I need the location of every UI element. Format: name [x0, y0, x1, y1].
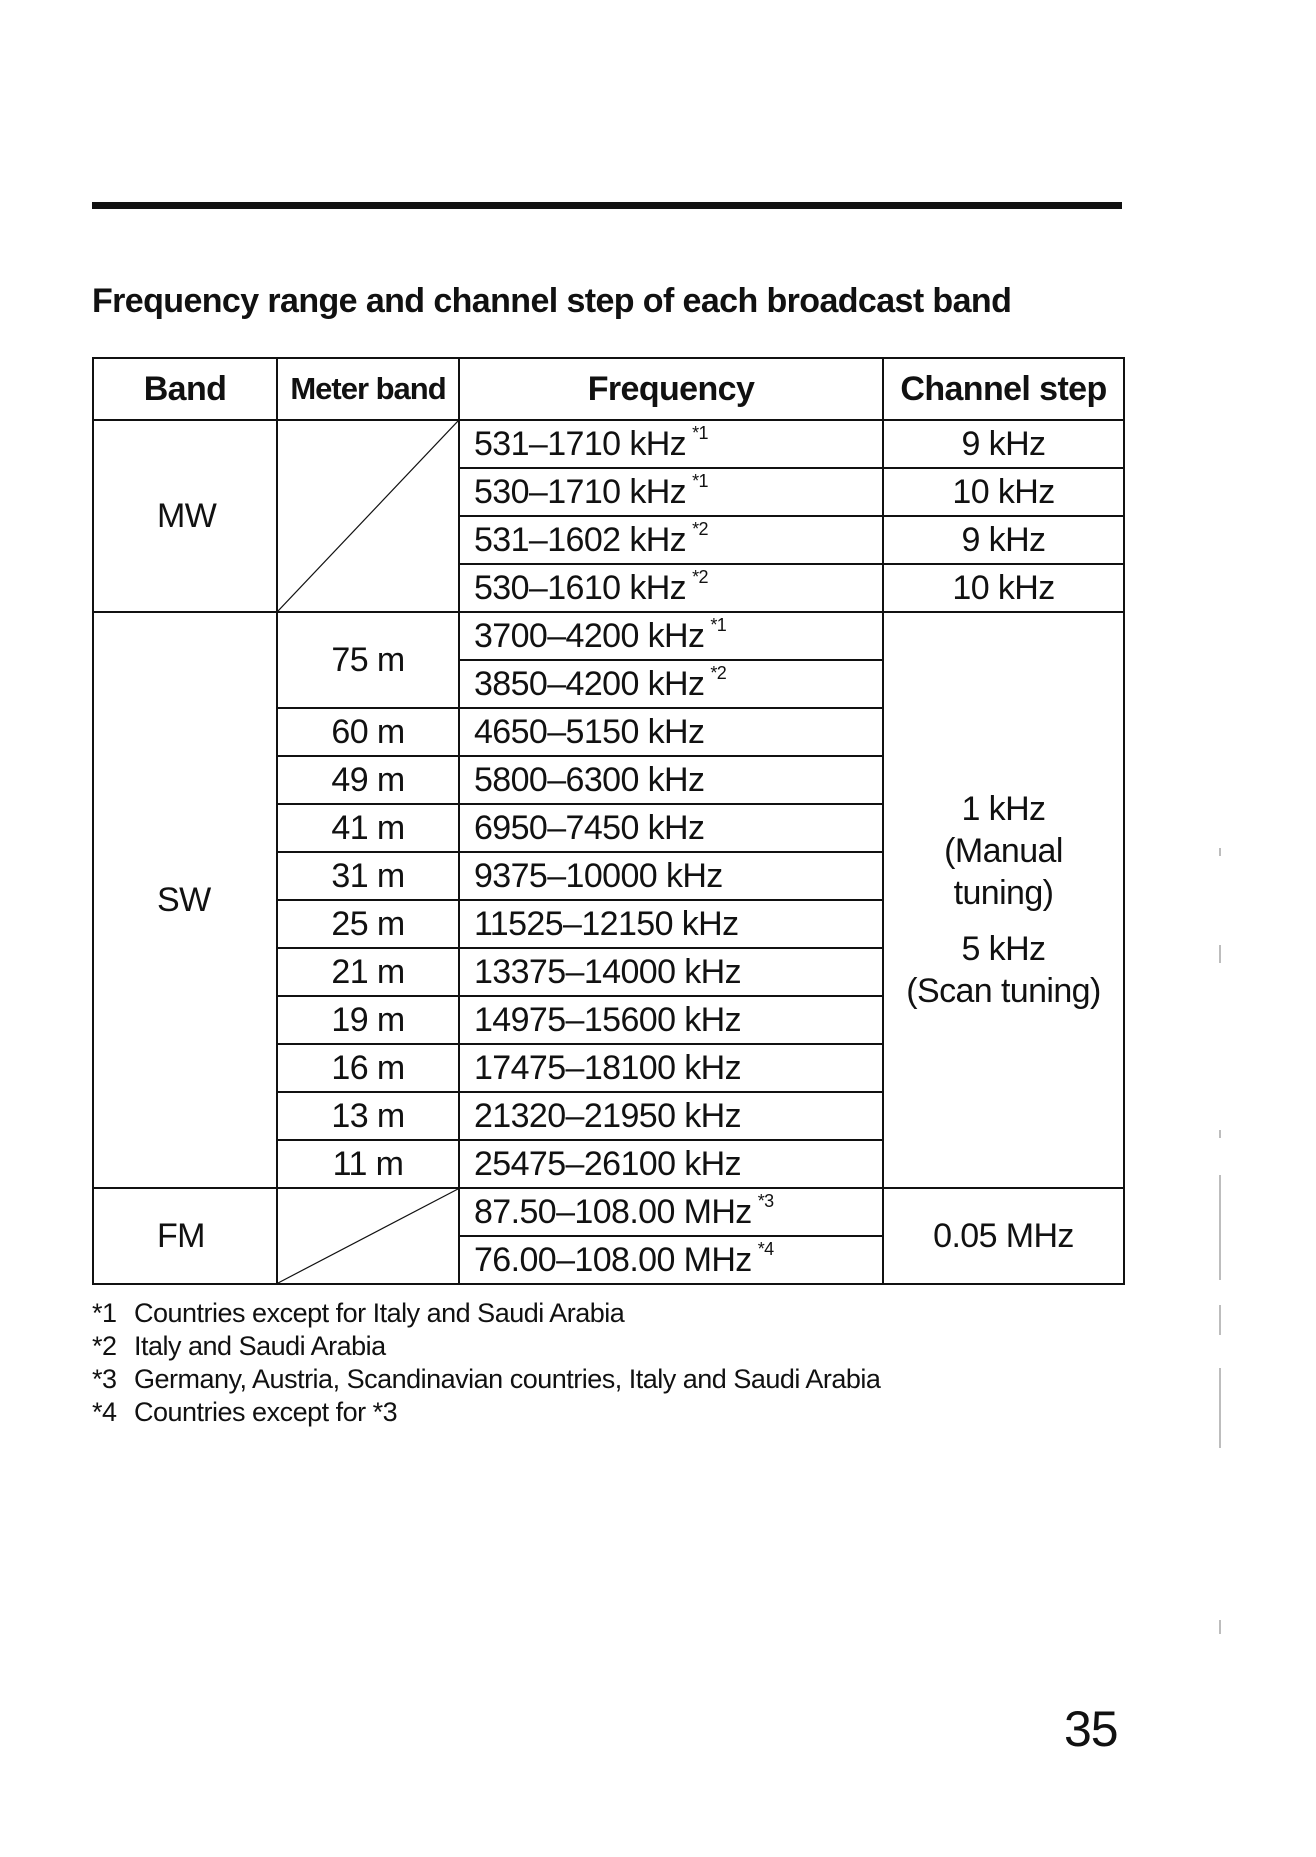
meter-band-not-applicable-mw: [277, 420, 459, 612]
diagonal-slash: [278, 1189, 458, 1283]
footnote-mark: *1: [92, 1298, 117, 1328]
frequency-cell: 76.00–108.00 MHz $^{*4}$: [459, 1236, 883, 1284]
step-scan-label: (Scan tuning): [906, 972, 1101, 1010]
meter-band-cell: 31 m: [277, 852, 459, 900]
meter-band-cell: 49 m: [277, 756, 459, 804]
footnote-text: Italy and Saudi Arabia: [134, 1331, 386, 1361]
table-row: [93, 612, 1124, 660]
footnote-text: Countries except for Italy and Saudi Arabia: [134, 1298, 625, 1328]
page-number: 35: [1064, 1701, 1118, 1757]
band-fm: FM: [93, 1188, 277, 1284]
header-meter-band: Meter band: [277, 358, 459, 420]
meter-band-cell: 19 m: [277, 996, 459, 1044]
footnote-mark: *3: [92, 1364, 117, 1394]
frequency-cell: 87.50–108.00 MHz $^{*3}$: [459, 1188, 883, 1236]
frequency-cell: 6950–7450 kHz: [459, 804, 883, 852]
scan-artifact: [1219, 1368, 1221, 1448]
frequency-cell: 530–1610 kHz $^{*2}$: [459, 564, 883, 612]
channel-step-cell: 9 kHz: [883, 516, 1124, 564]
frequency-cell: 14975–15600 kHz: [459, 996, 883, 1044]
frequency-cell: 530–1710 kHz $^{*1}$: [459, 468, 883, 516]
footnote-mark: *2: [92, 1331, 117, 1361]
meter-band-cell: 60 m: [277, 708, 459, 756]
step-manual-label-line2: tuning): [953, 874, 1054, 912]
footnote-text: Germany, Austria, Scandinavian countries, Italy and Saudi Arabia: [134, 1364, 881, 1394]
channel-step-cell: 10 kHz: [883, 468, 1124, 516]
band-mw: MW: [93, 420, 277, 612]
footnote: [92, 1297, 880, 1330]
scan-artifact: [1219, 1305, 1221, 1335]
frequency-cell: 5800–6300 kHz: [459, 756, 883, 804]
scan-artifact: [1219, 848, 1221, 856]
meter-band-not-applicable-fm: [277, 1188, 459, 1284]
footnotes: [92, 1297, 880, 1429]
step-scan-value: 5 kHz: [961, 930, 1046, 968]
footnote-text: Countries except for *3: [134, 1397, 398, 1427]
meter-band-cell: 75 m: [277, 612, 459, 708]
frequency-cell: 531–1710 kHz $^{*1}$: [459, 420, 883, 468]
table-row: [93, 420, 1124, 468]
footnote: [92, 1363, 880, 1396]
scan-artifact: [1219, 945, 1221, 963]
diagonal-slash: [278, 421, 458, 611]
footnote: [92, 1396, 880, 1429]
top-rule: [92, 202, 1122, 209]
channel-step-fm: 0.05 MHz: [883, 1188, 1124, 1284]
frequency-cell: 3700–4200 kHz $^{*1}$: [459, 612, 883, 660]
meter-band-cell: 25 m: [277, 900, 459, 948]
meter-band-cell: 11 m: [277, 1140, 459, 1188]
frequency-cell: 3850–4200 kHz $^{*2}$: [459, 660, 883, 708]
frequency-cell: 25475–26100 kHz: [459, 1140, 883, 1188]
frequency-cell: 17475–18100 kHz: [459, 1044, 883, 1092]
frequency-cell: 13375–14000 kHz: [459, 948, 883, 996]
header-band: Band: [93, 358, 277, 420]
frequency-cell: 21320–21950 kHz: [459, 1092, 883, 1140]
scan-artifact: [1219, 1175, 1221, 1280]
table-header-row: [93, 358, 1124, 420]
header-channel-step: Channel step: [883, 358, 1124, 420]
frequency-cell: 9375–10000 kHz: [459, 852, 883, 900]
step-manual-label-line1: (Manual: [944, 832, 1063, 870]
frequency-cell: 4650–5150 kHz: [459, 708, 883, 756]
channel-step-cell: 10 kHz: [883, 564, 1124, 612]
scan-artifact: [1219, 1620, 1221, 1634]
frequency-table: [92, 357, 1125, 1285]
scan-artifact: [1219, 1130, 1221, 1138]
page-heading: Frequency range and channel step of each broadcast band: [92, 282, 1012, 320]
footnote-mark: *4: [92, 1397, 117, 1427]
frequency-cell: 11525–12150 kHz: [459, 900, 883, 948]
step-manual-value: 1 kHz: [961, 790, 1046, 828]
footnote: [92, 1330, 880, 1363]
frequency-cell: 531–1602 kHz $^{*2}$: [459, 516, 883, 564]
channel-step-cell: 9 kHz: [883, 420, 1124, 468]
header-frequency: Frequency: [459, 358, 883, 420]
band-sw: SW: [93, 612, 277, 1188]
meter-band-cell: 21 m: [277, 948, 459, 996]
table-row: [93, 1188, 1124, 1236]
meter-band-cell: 16 m: [277, 1044, 459, 1092]
channel-step-sw: [883, 612, 1124, 1188]
meter-band-cell: 13 m: [277, 1092, 459, 1140]
meter-band-cell: 41 m: [277, 804, 459, 852]
